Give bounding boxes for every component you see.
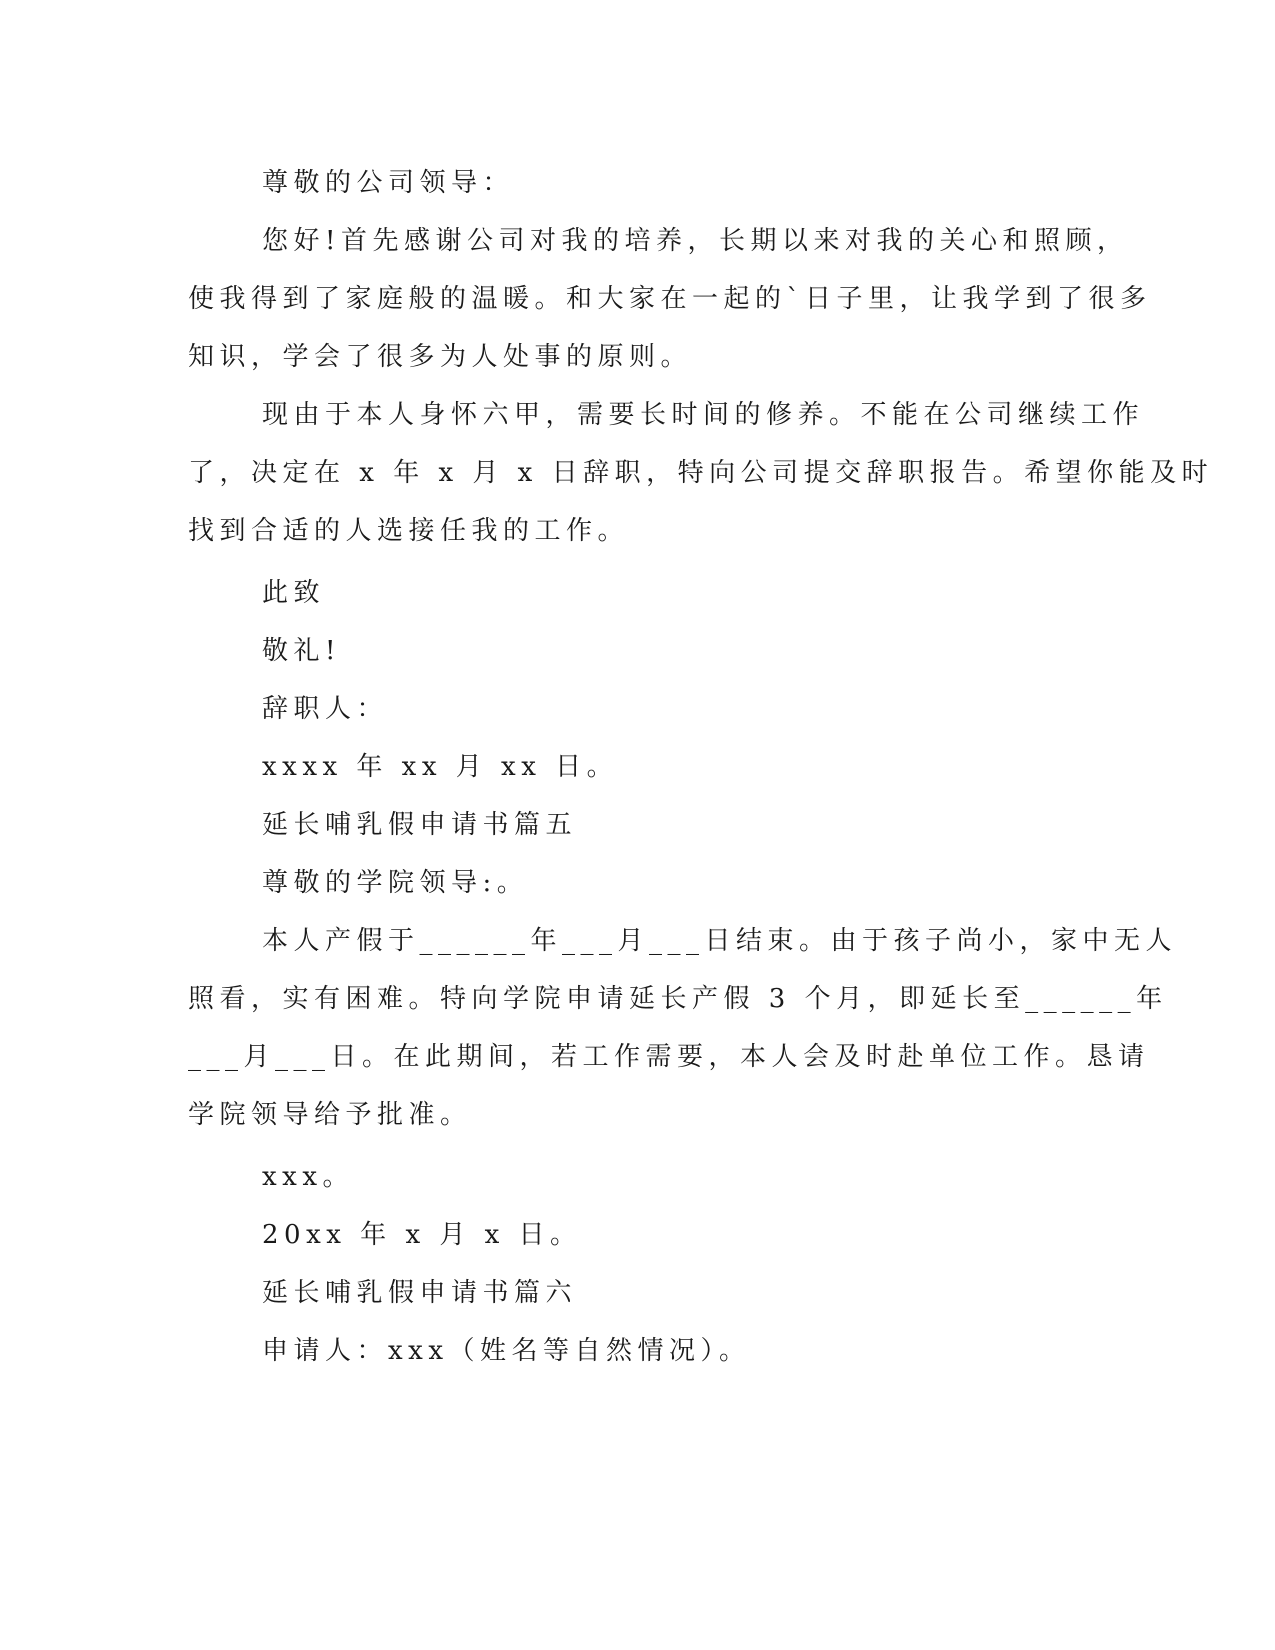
letter2-salutation: 尊敬的学院领导:。 bbox=[262, 868, 529, 898]
letter1-date: xxxx 年 xx 月 xx 日。 bbox=[262, 752, 619, 782]
section5-title: 延长哺乳假申请书篇五 bbox=[262, 810, 578, 840]
letter1-closing1: 此致 bbox=[262, 578, 326, 608]
letter2-date: 20xx 年 x 月 x 日。 bbox=[262, 1220, 582, 1250]
letter1-paragraph1-line2: 使我得到了家庭般的温暖。和大家在一起的`日子里，让我学到了很多 bbox=[188, 284, 1152, 314]
letter2-signer: xxx。 bbox=[262, 1162, 354, 1192]
letter2-paragraph-line3: ___月___日。在此期间，若工作需要，本人会及时赴单位工作。恳请 bbox=[188, 1042, 1150, 1072]
letter2-paragraph-line2: 照看，实有困难。特向学院申请延长产假 3 个月，即延长至______年 bbox=[188, 984, 1168, 1014]
letter2-paragraph-line4: 学院领导给予批准。 bbox=[188, 1100, 472, 1130]
letter3-applicant: 申请人：xxx（姓名等自然情况）。 bbox=[262, 1336, 751, 1366]
letter1-paragraph1-line1: 您好!首先感谢公司对我的培养，长期以来对我的关心和照顾， bbox=[262, 226, 1129, 256]
letter1-paragraph2-line2: 了，决定在 x 年 x 月 x 日辞职，特向公司提交辞职报告。希望你能及时 bbox=[188, 458, 1214, 488]
letter1-paragraph1-line3: 知识，学会了很多为人处事的原则。 bbox=[188, 342, 693, 372]
section6-title: 延长哺乳假申请书篇六 bbox=[262, 1278, 578, 1308]
letter1-closing2: 敬礼! bbox=[262, 636, 341, 666]
letter2-paragraph-line1: 本人产假于______年___月___日结束。由于孩子尚小，家中无人 bbox=[262, 926, 1178, 956]
letter1-salutation: 尊敬的公司领导： bbox=[262, 168, 515, 198]
letter1-paragraph2-line1: 现由于本人身怀六甲，需要长时间的修养。不能在公司继续工作 bbox=[262, 400, 1145, 430]
letter1-paragraph2-line3: 找到合适的人选接任我的工作。 bbox=[188, 516, 630, 546]
letter1-signer: 辞职人： bbox=[262, 694, 389, 724]
